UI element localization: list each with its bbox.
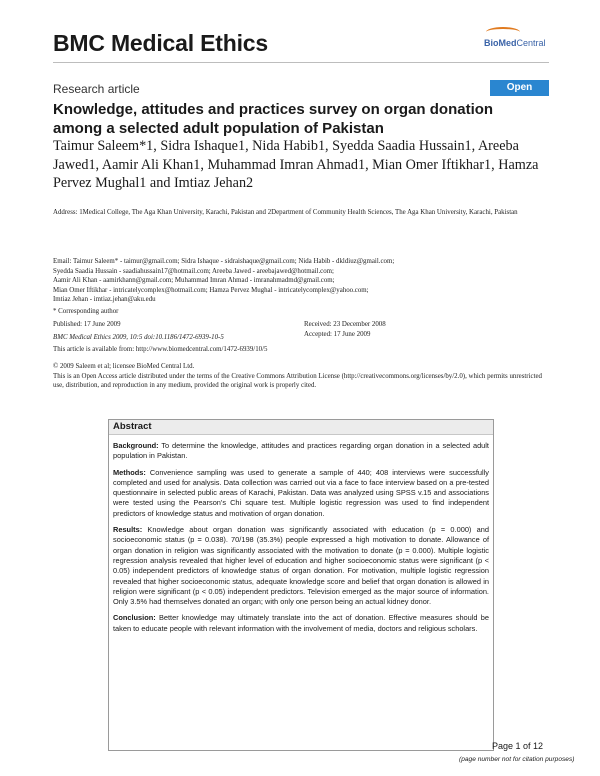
email-line: Aamir Ali Khan - aamirkhann@gmail.com; Muhammad Imran Ahmad - imranahmadmd@gmail.com; [53,277,335,284]
logo-swoosh-icon [486,27,520,37]
journal-title: BMC Medical Ethics [53,30,268,56]
results-text: Knowledge about organ donation was significantly associated with education (p = 0.000) and socioeconomic status (p = 0.038). 70/198 (35.3%) people expressed a high motivation to donate. Allowance of organ donation in religion was significantly associated with the motivation to donate (p = 0.000). Multiple logistic regression analysis revealed that higher level of education and higher socioeconomic status were significant (p < 0.05) independent predictors of knowledge status of organ donation. For motivation, multiple logistic regression revealed that higher socioeconomic status, adequate knowledge score and belief that organ donation is allowed in religion were significant (p < 0.05) independent predictors. Television emerged as the major source of information. Only 3.5% had themselves donated an organ; with only one person being an actual kidney donor. [113,525,489,607]
conclusion-label: Conclusion: [113,613,156,623]
accepted-date: Accepted: 17 June 2009 [304,330,371,338]
citation: BMC Medical Ethics 2009, 10:5 doi:10.1186/1472-6939-10-5 [53,333,224,341]
email-line: Syedda Saadia Hussain - saadiahussain17@hotmail.com; Areeba Jawed - areebajawed@hotmail.com; [53,267,334,275]
dates-meta [304,320,504,339]
biomed-central-logo [484,33,548,55]
open-access-badge: Open Access [490,80,549,96]
email-line: Imtiaz Jehan - imtiaz.jehan@aku.edu [53,296,156,303]
results-label: Results: [113,525,143,535]
email-block [53,257,453,316]
methods-label: Methods: [113,467,146,477]
abstract-results [113,525,489,607]
page-number-note: (page number not for citation purposes) [459,756,575,763]
abstract-conclusion [113,613,489,634]
author-list: Taimur Saleem*1, Sidra Ishaque1, Nida Habib1, Syedda Saadia Hussain1, Areeba Jawed1, Aamir Ali Khan1, Muhammad Imran Ahmad1, Mian Omer Iftikhar1, Hamza Pervez Mughal1 and Imtiaz Jehan2 [53,138,539,191]
corresponding-author-note: * Corresponding author [53,307,119,315]
email-line: Mian Omer Iftikhar - intricatelycomplex@hotmail.com; Hamza Pervez Mughal - intricatelycomplex@yahoo.com; [53,286,369,294]
copyright-line: © 2009 Saleem et al; licensee BioMed Central Ltd. [53,363,195,370]
conclusion-text: Better knowledge may ultimately translate into the act of donation. Effective measures should be taken to educate people with relevant information with the involvement of media, doctors and religious scholars. [113,613,489,633]
abstract-heading: Abstract [109,420,493,435]
abstract-methods [113,468,489,519]
abstract-body [109,435,493,634]
abstract-background [113,441,489,462]
email-line: Email: Taimur Saleem* - taimur@gmail.com; Sidra Ishaque - sidraishaque@gmail.com; Nida Habib - dkldiuz@gmail.com; [53,258,395,265]
publication-meta [53,320,303,355]
logo-main-text: BioMed [484,38,517,48]
background-text: To determine the knowledge, attitudes and practices regarding organ donation in a selected adult population in Pakistan. [113,441,489,461]
affiliation-address: Address: 1Medical College, The Aga Khan University, Karachi, Pakistan and 2Department of Community Health Sciences, The Aga Khan University, Karachi, Pakistan [53,209,518,216]
article-url: This article is available from: http://www.biomedcentral.com/1472-6939/10/5 [53,346,268,353]
received-date: Received: 23 December 2008 [304,321,386,328]
background-label: Background: [113,441,159,450]
header-divider [53,62,549,63]
article-title: Knowledge, attitudes and practices survey on organ donation among a selected adult population of Pakistan [53,101,494,137]
license-block [53,362,549,391]
abstract-box [108,419,494,751]
methods-text: Convenience sampling was used to generate a sample of 440; 408 interviews were successfully completed and used for analysis. Data collection was carried out via a face to face interview based on a pre-tested questionnaire in selected public areas of Karachi, Pakistan. Data was analyzed using SPSS v.15 and associations were tested using the Pearson's Chi square test. Multiple logistic regression was used to find independent predictors of knowledge status and motivation of organ donation. [113,467,489,518]
license-text: This is an Open Access article distributed under the terms of the Creative Commons Attribution License (http://creativecommons.org/licenses/by/2.0), which permits unrestricted use, distribution, and reproduction in any medium, provided the original work is properly cited. [53,372,542,389]
page-number: Page 1 of 12 [492,741,544,751]
published-date: Published: 17 June 2009 [53,321,121,328]
logo-sub-text: Central [516,38,546,48]
section-label: Research article [53,82,140,96]
